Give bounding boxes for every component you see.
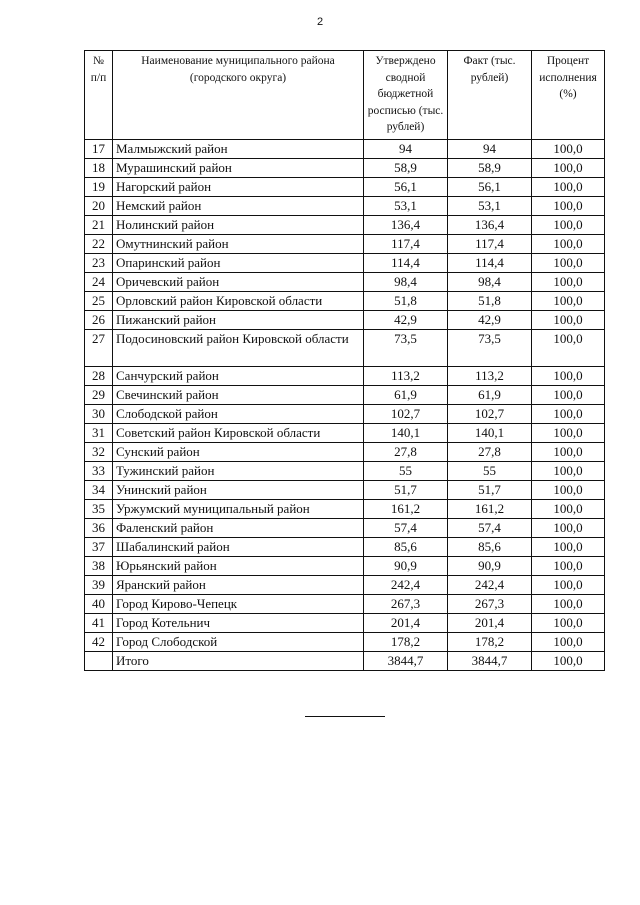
table-row: [85, 576, 605, 595]
table-row: [85, 443, 605, 462]
cell-number: 33: [85, 462, 113, 481]
cell-district-name: Подосиновский район Кировской области: [113, 330, 364, 367]
table-row: [85, 178, 605, 197]
cell-approved: 55: [364, 462, 448, 481]
table-row: [85, 216, 605, 235]
table-row: [85, 519, 605, 538]
cell-approved: 267,3: [364, 595, 448, 614]
cell-number: 39: [85, 576, 113, 595]
cell-number: 36: [85, 519, 113, 538]
cell-number: 17: [85, 140, 113, 159]
cell-number: 34: [85, 481, 113, 500]
cell-fact: 56,1: [448, 178, 532, 197]
cell-number: 30: [85, 405, 113, 424]
table-header-row: [85, 51, 605, 140]
cell-number: 25: [85, 292, 113, 311]
cell-district-name: Яранский район: [113, 576, 364, 595]
cell-district-name: Итого: [113, 652, 364, 671]
cell-approved: 42,9: [364, 311, 448, 330]
cell-district-name: Малмыжский район: [113, 140, 364, 159]
cell-approved: 102,7: [364, 405, 448, 424]
cell-percent: 100,0: [532, 292, 605, 311]
cell-fact: 42,9: [448, 311, 532, 330]
cell-number: 38: [85, 557, 113, 576]
cell-percent: 100,0: [532, 538, 605, 557]
cell-fact: 117,4: [448, 235, 532, 254]
cell-fact: 57,4: [448, 519, 532, 538]
cell-percent: 100,0: [532, 216, 605, 235]
cell-percent: 100,0: [532, 178, 605, 197]
cell-approved: 51,7: [364, 481, 448, 500]
cell-approved: 73,5: [364, 330, 448, 367]
cell-district-name: Мурашинский район: [113, 159, 364, 178]
cell-district-name: Нолинский район: [113, 216, 364, 235]
cell-number: 26: [85, 311, 113, 330]
cell-district-name: Фаленский район: [113, 519, 364, 538]
cell-approved: 94: [364, 140, 448, 159]
cell-approved: 58,9: [364, 159, 448, 178]
cell-district-name: Город Кирово-Чепецк: [113, 595, 364, 614]
header-number: № п/п: [85, 51, 113, 140]
cell-fact: 161,2: [448, 500, 532, 519]
cell-fact: 73,5: [448, 330, 532, 367]
header-approved: Утверждено сводной бюджетной росписью (тыс. рублей): [364, 51, 448, 140]
cell-district-name: Свечинский район: [113, 386, 364, 405]
table-row: [85, 159, 605, 178]
cell-district-name: Город Котельнич: [113, 614, 364, 633]
cell-percent: 100,0: [532, 652, 605, 671]
cell-district-name: Оричевский район: [113, 273, 364, 292]
cell-percent: 100,0: [532, 254, 605, 273]
cell-number: 31: [85, 424, 113, 443]
cell-approved: 27,8: [364, 443, 448, 462]
table-row: [85, 311, 605, 330]
cell-number: 37: [85, 538, 113, 557]
table-row: [85, 500, 605, 519]
page-number: 2: [316, 16, 324, 28]
cell-percent: 100,0: [532, 576, 605, 595]
table-row: [85, 197, 605, 216]
cell-approved: 56,1: [364, 178, 448, 197]
cell-number: 42: [85, 633, 113, 652]
table-row: [85, 235, 605, 254]
table-row: [85, 462, 605, 481]
cell-district-name: Опаринский район: [113, 254, 364, 273]
cell-district-name: Немский район: [113, 197, 364, 216]
cell-fact: 85,6: [448, 538, 532, 557]
cell-fact: 201,4: [448, 614, 532, 633]
cell-approved: 90,9: [364, 557, 448, 576]
cell-percent: 100,0: [532, 481, 605, 500]
header-percent: Процент исполнения (%): [532, 51, 605, 140]
cell-approved: 140,1: [364, 424, 448, 443]
cell-district-name: Советский район Кировской области: [113, 424, 364, 443]
cell-percent: 100,0: [532, 462, 605, 481]
cell-percent: 100,0: [532, 614, 605, 633]
table-row: [85, 405, 605, 424]
table-row: [85, 330, 605, 367]
cell-number: 20: [85, 197, 113, 216]
cell-percent: 100,0: [532, 595, 605, 614]
cell-approved: 51,8: [364, 292, 448, 311]
cell-number: 23: [85, 254, 113, 273]
cell-district-name: Орловский район Кировской области: [113, 292, 364, 311]
cell-district-name: Санчурский район: [113, 367, 364, 386]
cell-number: 29: [85, 386, 113, 405]
cell-fact: 114,4: [448, 254, 532, 273]
cell-fact: 98,4: [448, 273, 532, 292]
budget-execution-table: [84, 50, 605, 671]
cell-district-name: Омутнинский район: [113, 235, 364, 254]
cell-number: 21: [85, 216, 113, 235]
cell-approved: 85,6: [364, 538, 448, 557]
cell-fact: 113,2: [448, 367, 532, 386]
cell-percent: 100,0: [532, 367, 605, 386]
cell-approved: 57,4: [364, 519, 448, 538]
table-row: [85, 481, 605, 500]
cell-approved: 114,4: [364, 254, 448, 273]
cell-fact: 136,4: [448, 216, 532, 235]
cell-district-name: Город Слободской: [113, 633, 364, 652]
cell-percent: 100,0: [532, 443, 605, 462]
table-row: [85, 140, 605, 159]
cell-number: 22: [85, 235, 113, 254]
cell-approved: 136,4: [364, 216, 448, 235]
cell-percent: 100,0: [532, 235, 605, 254]
cell-number: 19: [85, 178, 113, 197]
cell-fact: 94: [448, 140, 532, 159]
cell-number: [85, 652, 113, 671]
cell-fact: 51,8: [448, 292, 532, 311]
cell-district-name: Слободской район: [113, 405, 364, 424]
table-row: [85, 595, 605, 614]
cell-fact: 61,9: [448, 386, 532, 405]
cell-fact: 58,9: [448, 159, 532, 178]
cell-district-name: Шабалинский район: [113, 538, 364, 557]
cell-district-name: Сунский район: [113, 443, 364, 462]
cell-percent: 100,0: [532, 311, 605, 330]
cell-approved: 113,2: [364, 367, 448, 386]
cell-fact: 53,1: [448, 197, 532, 216]
cell-fact: 51,7: [448, 481, 532, 500]
cell-approved: 3844,7: [364, 652, 448, 671]
cell-percent: 100,0: [532, 140, 605, 159]
cell-percent: 100,0: [532, 633, 605, 652]
cell-percent: 100,0: [532, 197, 605, 216]
cell-approved: 61,9: [364, 386, 448, 405]
table-row: [85, 538, 605, 557]
cell-number: 18: [85, 159, 113, 178]
table-row: [85, 633, 605, 652]
cell-fact: 178,2: [448, 633, 532, 652]
table-row: [85, 424, 605, 443]
table-row: [85, 386, 605, 405]
cell-district-name: Юрьянский район: [113, 557, 364, 576]
cell-number: 40: [85, 595, 113, 614]
cell-number: 28: [85, 367, 113, 386]
header-fact: Факт (тыс. рублей): [448, 51, 532, 140]
cell-approved: 53,1: [364, 197, 448, 216]
cell-district-name: Нагорский район: [113, 178, 364, 197]
cell-district-name: Тужинский район: [113, 462, 364, 481]
total-row: [85, 652, 605, 671]
cell-percent: 100,0: [532, 273, 605, 292]
cell-percent: 100,0: [532, 330, 605, 367]
closing-line: [305, 716, 385, 717]
cell-approved: 161,2: [364, 500, 448, 519]
cell-percent: 100,0: [532, 500, 605, 519]
cell-percent: 100,0: [532, 405, 605, 424]
header-name: Наименование муниципального района (городского округа): [113, 51, 364, 140]
cell-fact: 267,3: [448, 595, 532, 614]
cell-number: 35: [85, 500, 113, 519]
cell-percent: 100,0: [532, 519, 605, 538]
cell-fact: 27,8: [448, 443, 532, 462]
cell-number: 32: [85, 443, 113, 462]
cell-percent: 100,0: [532, 386, 605, 405]
cell-approved: 178,2: [364, 633, 448, 652]
cell-percent: 100,0: [532, 424, 605, 443]
table-row: [85, 292, 605, 311]
cell-approved: 201,4: [364, 614, 448, 633]
cell-fact: 55: [448, 462, 532, 481]
cell-percent: 100,0: [532, 159, 605, 178]
table-body: [85, 140, 605, 671]
cell-approved: 242,4: [364, 576, 448, 595]
cell-number: 27: [85, 330, 113, 367]
table-row: [85, 273, 605, 292]
table-row: [85, 367, 605, 386]
table-row: [85, 557, 605, 576]
cell-fact: 242,4: [448, 576, 532, 595]
cell-approved: 117,4: [364, 235, 448, 254]
cell-approved: 98,4: [364, 273, 448, 292]
cell-district-name: Пижанский район: [113, 311, 364, 330]
cell-district-name: Унинский район: [113, 481, 364, 500]
table-row: [85, 614, 605, 633]
cell-fact: 3844,7: [448, 652, 532, 671]
cell-fact: 90,9: [448, 557, 532, 576]
cell-fact: 140,1: [448, 424, 532, 443]
table-row: [85, 254, 605, 273]
cell-district-name: Уржумский муниципальный район: [113, 500, 364, 519]
cell-fact: 102,7: [448, 405, 532, 424]
cell-number: 24: [85, 273, 113, 292]
cell-number: 41: [85, 614, 113, 633]
cell-percent: 100,0: [532, 557, 605, 576]
